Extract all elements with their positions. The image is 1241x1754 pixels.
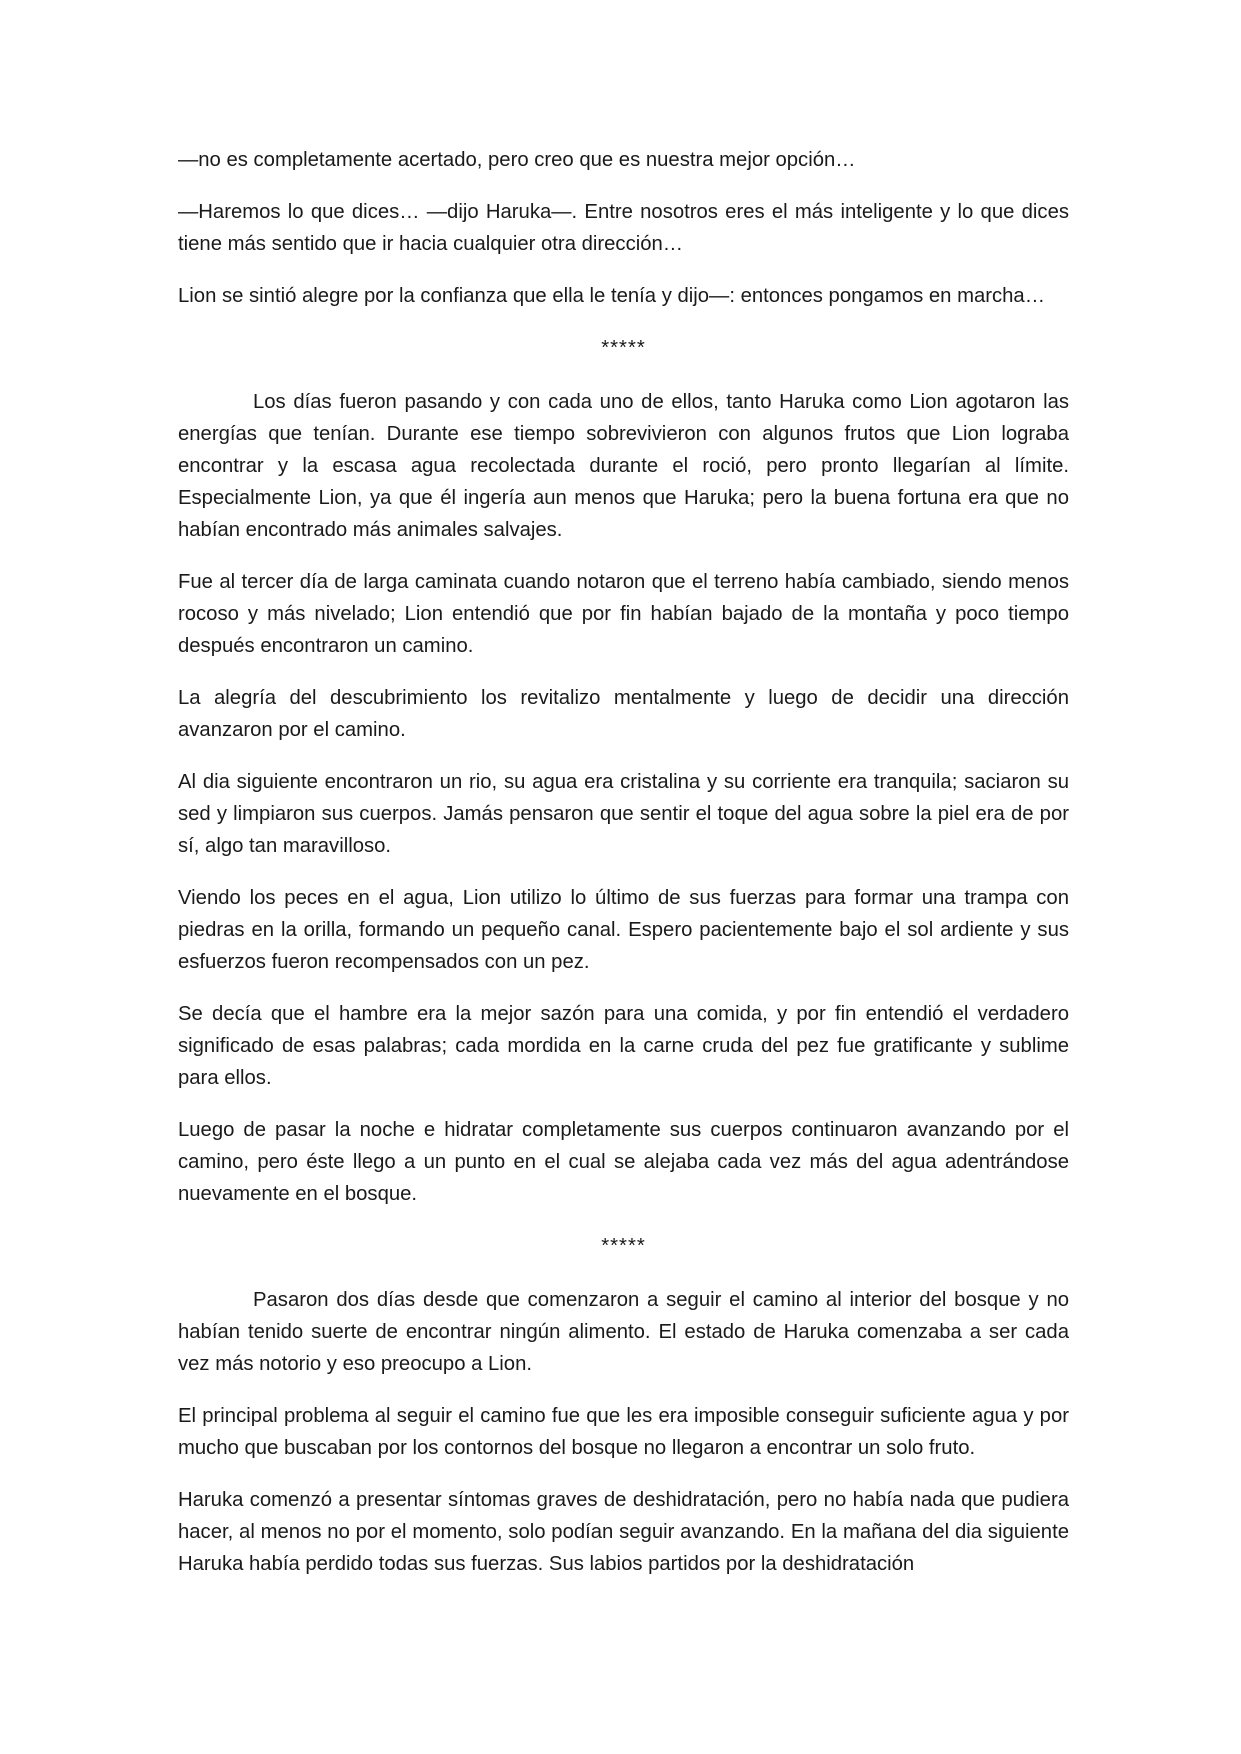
paragraph: Se decía que el hambre era la mejor sazón para una comida, y por fin entendió el verdadero significado de esas palabras; cada mordida en la carne cruda del pez fue gratificante y sublime para ellos. bbox=[178, 1003, 1069, 1089]
paragraph: Al dia siguiente encontraron un rio, su agua era cristalina y su corriente era tranquila; saciaron su sed y limpiaron sus cuerpos. Jamás pensaron que sentir el toque del agua sobre la piel era de por sí, algo tan maravilloso. bbox=[178, 771, 1069, 857]
paragraph: La alegría del descubrimiento los revitalizo mentalmente y luego de decidir una dirección avanzaron por el camino. bbox=[178, 687, 1069, 741]
paragraph-dialogue-1: —no es completamente acertado, pero creo que es nuestra mejor opción… bbox=[178, 149, 856, 171]
paragraph-section-start: Pasaron dos días desde que comenzaron a seguir el camino al interior del bosque y no habían tenido suerte de encontrar ningún alimento. El estado de Haruka comenzaba a ser cada vez más notorio y eso preocupo a Lion. bbox=[178, 1289, 1069, 1375]
paragraph: Luego de pasar la noche e hidratar completamente sus cuerpos continuaron avanzando por el camino, pero éste llego a un punto en el cual se alejaba cada vez más del agua adentrándose nuevamente en el bosque. bbox=[178, 1119, 1069, 1205]
paragraph: El principal problema al seguir el camino fue que les era imposible conseguir suficiente agua y por mucho que buscaban por los contornos del bosque no llegaron a encontrar un solo fruto. bbox=[178, 1405, 1069, 1459]
paragraph-section-start: Los días fueron pasando y con cada uno de ellos, tanto Haruka como Lion agotaron las energías que tenían. Durante ese tiempo sobrevivieron con algunos frutos que Lion lograba encontrar y la escasa agua recolectada durante el roció, pero pronto llegarían al límite. Especialmente Lion, ya que él ingería aun menos que Haruka; pero la buena fortuna era que no habían encontrado más animales salvajes. bbox=[178, 391, 1069, 541]
paragraph: Fue al tercer día de larga caminata cuando notaron que el terreno había cambiado, siendo menos rocoso y más nivelado; Lion entendió que por fin habían bajado de la montaña y poco tiempo después encontraron un camino. bbox=[178, 571, 1069, 657]
paragraph-dialogue-3: Lion se sintió alegre por la confianza que ella le tenía y dijo—: entonces pongamos en marcha… bbox=[178, 285, 1045, 307]
document-page bbox=[178, 144, 1069, 1600]
section-separator: ***** bbox=[601, 1235, 646, 1257]
paragraph: Viendo los peces en el agua, Lion utilizo lo último de sus fuerzas para formar una trampa con piedras en la orilla, formando un pequeño canal. Espero pacientemente bajo el sol ardiente y sus esfuerzos fueron recompensados con un pez. bbox=[178, 887, 1069, 973]
paragraph: Haruka comenzó a presentar síntomas graves de deshidratación, pero no había nada que pudiera hacer, al menos no por el momento, solo podían seguir avanzando. En la mañana del dia siguiente Haruka había perdido todas sus fuerzas. Sus labios partidos por la deshidratación bbox=[178, 1489, 1069, 1575]
section-separator: ***** bbox=[601, 337, 646, 359]
paragraph-dialogue-2: —Haremos lo que dices… —dijo Haruka—. Entre nosotros eres el más inteligente y lo que dices tiene más sentido que ir hacia cualquier otra dirección… bbox=[178, 201, 1069, 255]
